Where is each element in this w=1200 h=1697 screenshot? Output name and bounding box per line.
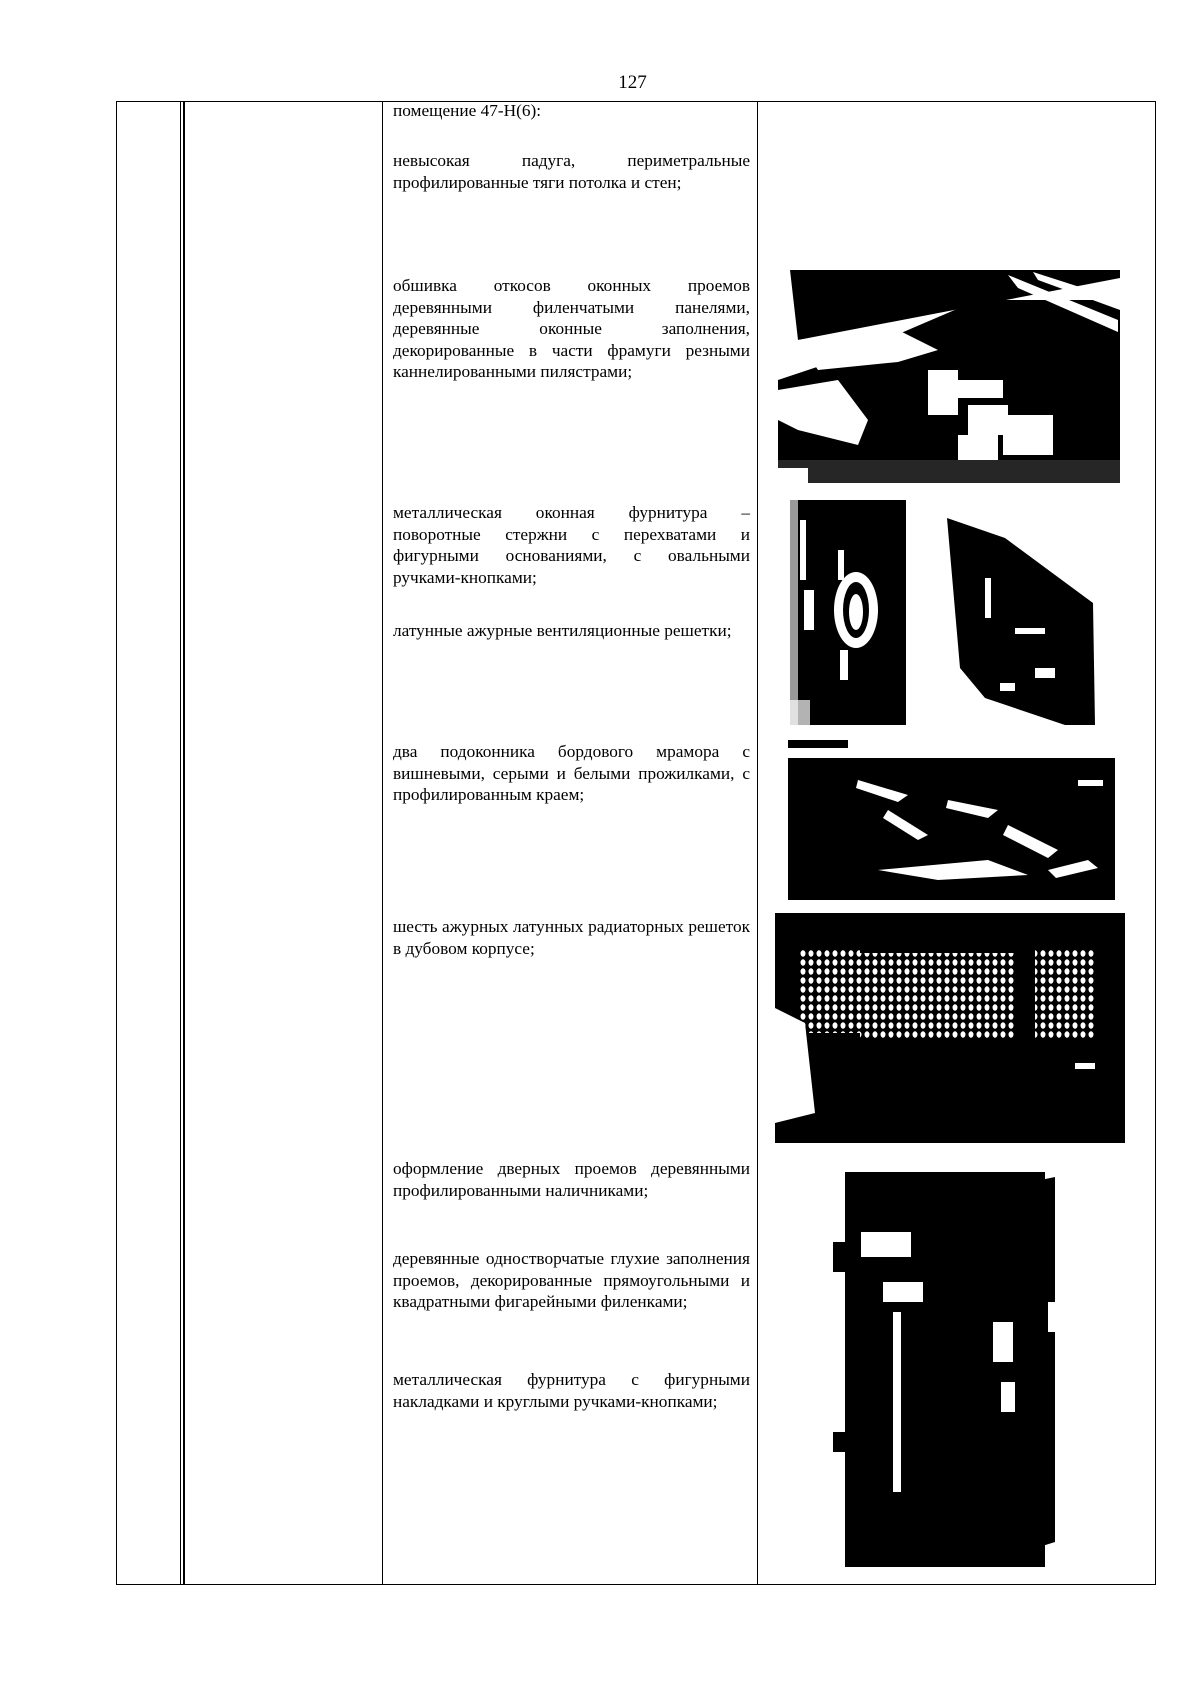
column-divider-4 xyxy=(757,102,758,1584)
photo-radiator-grilles xyxy=(775,913,1125,1143)
item-window-sills: два подоконника бордового мрамора с вишневыми, серыми и белыми прожилками, с профилированным краем; xyxy=(393,742,750,804)
photo-vent-grille xyxy=(945,518,1097,725)
column-divider-2 xyxy=(183,102,185,1584)
item-door-leaves: деревянные одностворчатые глухие заполнения проемов, декорированные прямоугольными и квадратными фигарейными филенками; xyxy=(393,1249,750,1311)
page-number: 127 xyxy=(618,72,647,93)
item-window-hardware: металлическая оконная фурнитура – поворотные стержни с перехватами и фигурными основаниями, с овальными ручками-кнопками; xyxy=(393,503,750,587)
item-door-hardware: металлическая фурнитура с фигурными накладками и круглыми ручками-кнопками; xyxy=(393,1370,750,1411)
photo-door xyxy=(833,1172,1065,1567)
item-vent-grilles: латунные ажурные вентиляционные решетки; xyxy=(393,621,732,640)
item-door-casings: оформление дверных проемов деревянными профилированными наличниками; xyxy=(393,1159,750,1200)
column-divider-1 xyxy=(180,102,181,1584)
item-window-reveals: обшивка откосов оконных проемов деревянными филенчатыми панелями, деревянные оконные заполнения, декорированные в части фрамуги резными каннелированными пилястрами; xyxy=(393,276,750,381)
photo-marble-sill xyxy=(788,740,1115,900)
column-divider-3 xyxy=(382,102,383,1584)
room-heading: помещение 47-Н(6): xyxy=(393,101,542,120)
photo-window-reveal xyxy=(778,270,1120,483)
item-radiator-grilles: шесть ажурных латунных радиаторных решеток в дубовом корпусе; xyxy=(393,917,750,958)
photo-window-hardware xyxy=(790,500,906,725)
item-ceiling-cornice: невысокая падуга, периметральные профилированные тяги потолка и стен; xyxy=(393,151,750,192)
